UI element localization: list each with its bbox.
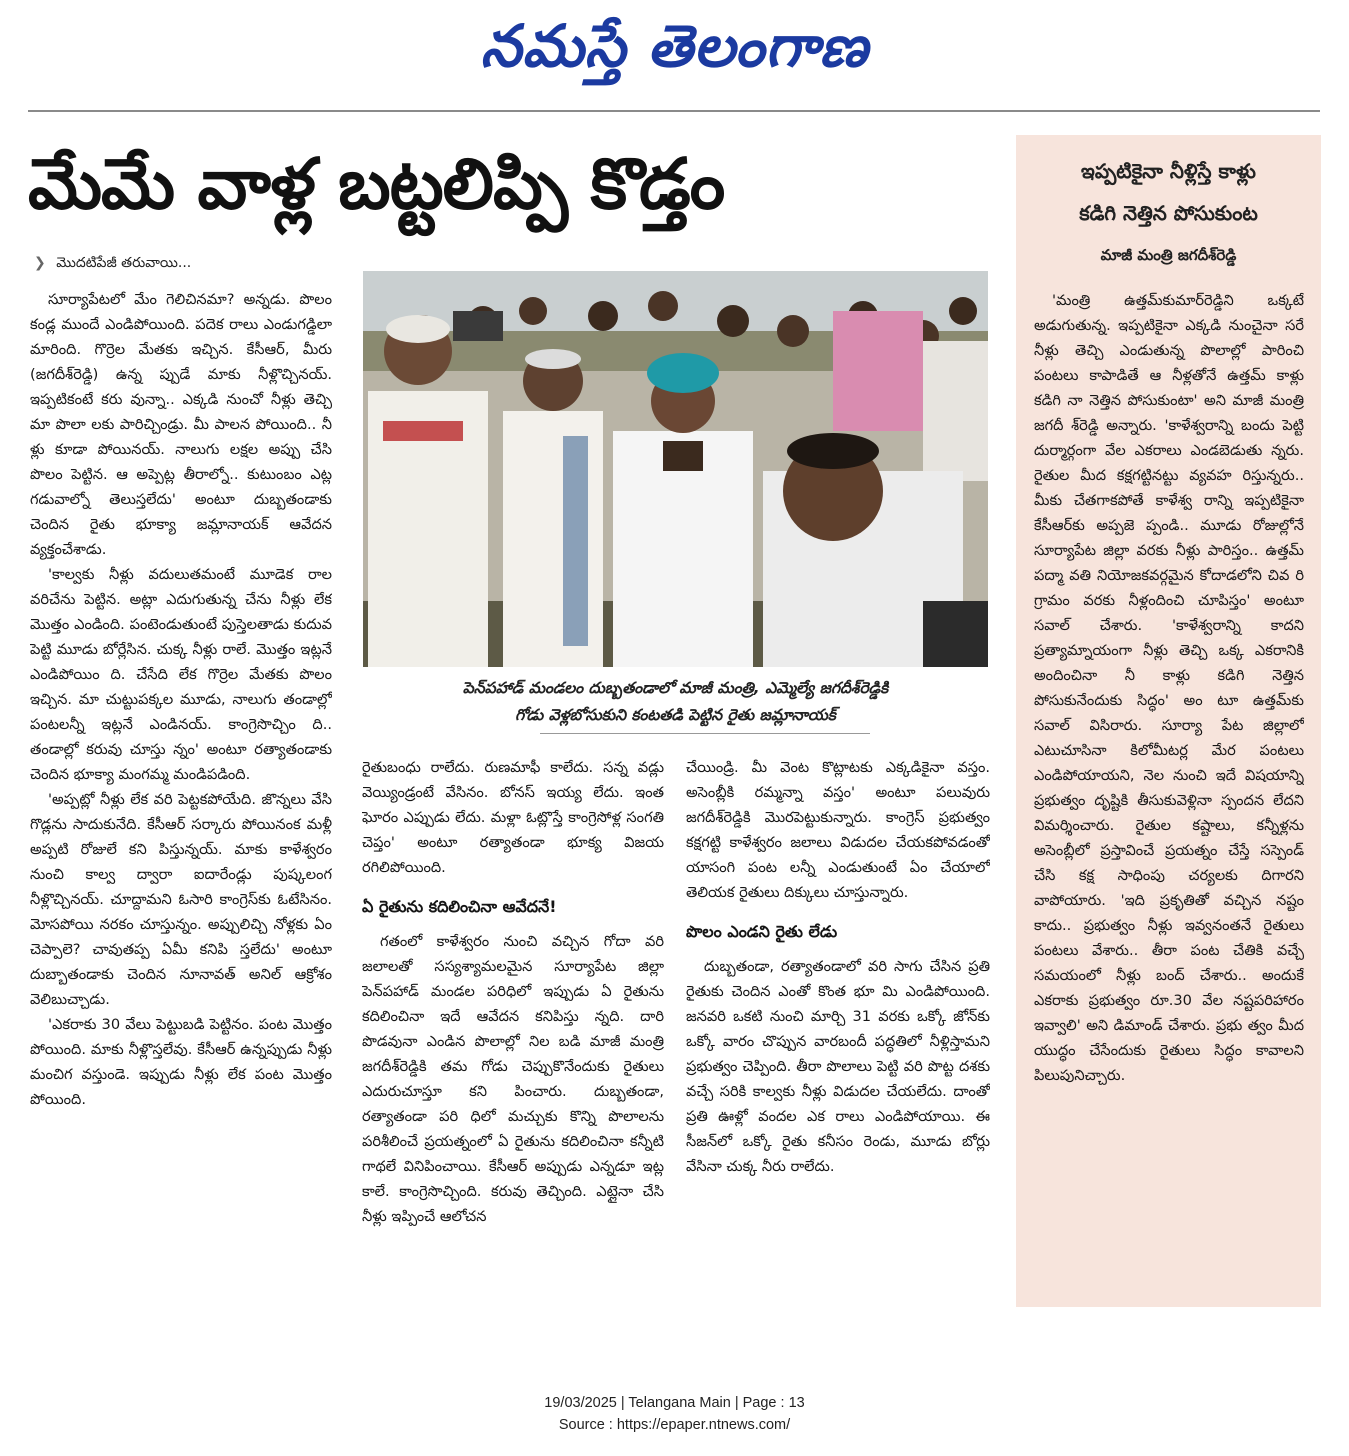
article-column-1 [30, 287, 332, 1317]
masthead-divider [28, 110, 1320, 112]
paragraph: 'ఎకరాకు 30 వేలు పెట్టుబడి పెట్టినం. పంట మొత్తం పోయింది. మాకు నీళ్లొస్తలేవు. కేసీఆర్ ఉన్నప్పుడు నీళ్లు మంచిగ వస్తుండె. ఇప్పుడు నీళ్లు లేక పంట మొత్తం పోయింది. [30, 1016, 332, 1108]
news-photo [363, 271, 988, 667]
paragraph: గతంలో కాళేశ్వరం నుంచి వచ్చిన గోదా వరి జలాలతో సస్యశ్యామలమైన సూర్యాపేట జిల్లా పెన్‌పహాడ్ మండల పరిధిలో ఇప్పుడు ఏ రైతును కదిలించినా ఇదే ఆవేదన కనిపిస్తు న్నది. దారి పొడవునా ఎండిన పొలాల్లో నిల బడి మాజీ మంత్రి జగదీశ్‌రెడ్డికి తమ గోడు చెప్పుకొనేందుకు రైతులు ఎదురుచూస్తూ కని పించారు. దుబ్బతండా, రత్యాతండా పరి ధిలో మచ్చుకు కొన్ని పొలాలను పరిశీలించే ప్రయత్నంలో ఏ రైతును కదిలించినా కన్నీటి గాథలే వినిపించాయి. కేసీఆర్ అప్పుడు ఎన్నడూ ఇట్ల కాలే. కాంగ్రెసొచ్చింది. కరువు తెచ్చింది. ఎట్లైనా చేసి నీళ్లు ఇప్పించే ఆలోచన [362, 933, 664, 1225]
page-footer [0, 1392, 1349, 1436]
footer-source: Source : https://epaper.ntnews.com/ [558, 1417, 791, 1433]
chevron-right-icon: ❯ [34, 255, 46, 271]
footer-date-page: 19/03/2025 | Telangana Main | Page : 13 [544, 1395, 805, 1411]
sidebar-body [1034, 288, 1304, 1298]
caption-line: గోడు వెళ్లబోసుకుని కంటతడి పెట్టిన రైతు జమ్లానాయక్ [515, 706, 836, 724]
paragraph: సూర్యాపేటలో మేం గెలిచినమా? అన్నడు. పొలం కండ్ల ముందే ఎండిపోయింది. పదెక రాలు ఎండుగడ్డిలా మారింది. గొర్రెల మేతకు ఇచ్చిన. కేసీఆర్, మీరు (జగదీశ్‌రెడ్డి) ఉన్న ప్పుడే మాకు నీళ్లొచ్చినయ్. ఇప్పటికంటే కరు వున్నా.. ఎక్కడి నుంచో నీళ్లు తెచ్చి మా పొలా లకు పారిచ్చిండ్రు. మీ పాలన పోయింది.. నీ ళ్లు కూడా పోయినయ్. నాలుగు లక్షల అప్పు చేసి పొలం పెట్టిన. ఆ అప్పెట్ల తీరాల్నో.. కుటుంబం ఎట్ల గడువాల్నో తెలుస్తలేదు' అంటూ దుబ్బతండాకు చెందిన రైతు భూక్యా జమ్లానాయక్ ఆవేదన వ్యక్తంచేశాడు. [30, 291, 332, 558]
sidebar-headline [1016, 150, 1321, 234]
article-column-3 [686, 755, 990, 1310]
masthead: నమస్తే తెలంగాణ [480, 12, 869, 80]
farmers-meeting-photo [363, 271, 988, 667]
paragraph: 'మంత్రి ఉత్తమ్‌కుమార్‌రెడ్డిని ఒక్కటే అడుగుతున్న. ఇప్పటికైనా ఎక్కడి నుంచైనా సరే నీళ్లు తెచ్చి ఎండుతున్న పొలాల్లో పారించి పంటలు కాపాడితే ఆ నీళ్లతోనే ఉత్తమ్ కాళ్లు కడిగి నా నెత్తిన పోసుకుంటా' అని మాజీ మంత్రి జగదీ శ్‌రెడ్డి అన్నారు. 'కాళేశ్వరాన్ని బందు పెట్టి దుర్మార్గంగా వేల ఎకరాలు ఎండబెడుతు న్నరు. రైతుల మీద కక్షగట్టినట్టు వ్యవహ రిస్తున్నరు.. మీకు చేతగాకపోతే కాళేశ్వ రాన్ని ఇప్పటికైనా కేసీఆర్‌కు అప్పజె ప్పండి.. మూడు రోజుల్లోనే సూర్యాపేట జిల్లా వరకు నీళ్లు పారిస్తం.. ఉత్తమ్ పద్మా వతి నియోజకవర్గమైన కోదాడలోని చివ రి గ్రామం వరకు నీళ్లందించి చూపిస్తం' అంటూ సవాల్ చేశారు. 'కాళేశ్వరాన్ని కాదని ప్రత్యామ్నాయంగా నీళ్లు తెచ్చి ఒక్క ఎకరానికి అందించినా నీ కాళ్లు కడిగి నెత్తిన పోసుకునేందుకు సిద్ధం' అం టూ ఉత్తమ్‌కు సవాల్ విసిరారు. సూర్యా పేట జిల్లాలో ఎటుచూసినా కిలోమీటర్ల మేర పంటలు ఎండిపోయాయని, నెల నుంచి ఇదే విషయాన్ని ప్రభుత్వం దృష్టికి తీసుకువెళ్లినా స్పందన లేదని విమర్శించారు. రైతుల కష్టాలు, కన్నీళ్లను అసెంబ్లీలో ప్రస్తావించే ప్రయత్నం చేస్తే సస్పెండ్ చేసి కక్ష సాధింపు చర్యలకు దిగారని వాపోయారు. 'ఇది ప్రకృతితో వచ్చిన నష్టం కాదు.. ప్రభుత్వం నీళ్లు ఇవ్వనంతనే రైతులు పంటలు వేశారు.. తీరా పంట చేతికి వచ్చే సమయంలో నీళ్లు బంద్ చేశారు.. అందుకే ఎకరాకు ప్రభుత్వం రూ.30 వేల నష్టపరిహారం ఇవ్వాలి' అని డిమాండ్ చేశారు. ప్రభు త్వం మీద యుద్ధం చేసేందుకు రైతులు సిద్ధం కావాలని పిలుపునిచ్చారు. [1034, 292, 1304, 1084]
paragraph: దుబ్బతండా, రత్యాతండాలో వరి సాగు చేసిన ప్రతి రైతుకు చెందిన ఎంతో కొంత భూ మి ఎండిపోయింది. జనవరి ఒకటి నుంచి మార్చి 31 వరకు ఒక్కో జోన్‌కు ఒక్కో వారం చొప్పున వారబందీ పద్ధతిలో నీళ్లిస్తామని ప్రభుత్వం చెప్పింది. తీరా పొలాలు పెట్టి వరి పొట్ట దశకు వచ్చే సరికి కాల్వకు నీళ్లు విడుదల చేయలేదు. దాంతో ప్రతి ఊళ్లో వందల ఎక రాలు ఎండిపోయాయి. ఈ సీజన్‌లో ఒక్కో రైతు కనీసం రెండు, మూడు బోర్లు వేసినా చుక్క నీరు రాలేదు. [686, 958, 990, 1175]
continuation-note [34, 255, 191, 274]
sidebar-headline-line: కడిగి నెత్తిన పోసుకుంట [1079, 201, 1258, 225]
paragraph: చేయిండ్రి. మీ వెంట కొట్లాటకు ఎక్కడికైనా వస్తం. అసెంబ్లీకి రమ్మన్నా వస్తం' అంటూ పలువురు జగదీశ్‌రెడ్డికి మొరపెట్టుకున్నారు. కాంగ్రెస్ ప్రభుత్వం కక్షగట్టి కాళేశ్వరం జలాలు విడుదల చేయకపోవడంతో యాసంగి పంట లన్నీ ఎండుతుంటే ఏం చేయాలో తెలియక రైతులు దిక్కులు చూస్తున్నారు. [686, 759, 990, 901]
photo-caption [363, 675, 988, 729]
paragraph: 'అప్పట్లో నీళ్లు లేక వరి పెట్టకపోయేది. జొన్నలు వేసి గొడ్లను సాదుకునేది. కేసీఆర్ సర్కారు పోయినంక మళ్లీ అప్పటి రోజులే కని పిస్తున్నయ్. మాకు కాళేశ్వరం నుంచి కాల్వ ద్వారా ఐదారేండ్లు పుష్కలంగ నీళ్లొచ్చినయ్. చూద్దామని ఓసారి కాంగ్రెస్‌కు ఓటేసినం. మోసపోయి నరకం చూస్తున్నం. అప్పులిచ్చి నోళ్లకు ఏం చెప్పాలె? చావుతప్ప ఏమీ కనిపి స్తలేదు' అంటూ దుబ్బాతండాకు చెందిన నూనావత్ అనిల్ ఆక్రోశం వెలిబుచ్చాడు. [30, 791, 332, 1008]
subheading: పొలం ఎండని రైతు లేడు [686, 922, 838, 941]
paragraph: 'కాల్వకు నీళ్లు వదులుతమంటే మూడెక రాల వరిచేను పెట్టిన. అట్లా ఎదుగుతున్న చేను నీళ్లు లేక మొత్తం ఎండింది. పంటెండుతుంటే పుస్తెలతాడు కుదువ పెట్టి మూడు బోర్లేసిన. చుక్క నీళ్లు రాలే. మొత్తం ఇట్లనే ఎండిపోయిం ది. చేసేది లేక గొర్రెల మేతకు పొలం ఇచ్చిన. మా చుట్టుపక్కల మూడు, నాలుగు తండాల్లో పంటలన్నీ ఇట్లనే ఎండినయ్. కాంగ్రెసొచ్చిం ది.. తండాల్లో కరువు చూస్తు న్నం' అంటూ రత్యాతండాకు చెందిన భూక్యా మంగమ్మ మండిపడింది. [30, 566, 332, 783]
continuation-text: మొదటిపేజీ తరువాయి... [56, 255, 192, 271]
subheading: ఏ రైతును కదిలించినా ఆవేదనే! [362, 897, 557, 916]
caption-line: పెన్‌పహాడ్ మండలం దుబ్బతండాలో మాజీ మంత్రి, ఎమ్మెల్యే జగదీశ్‌రెడ్డికి [462, 679, 889, 697]
headline: మేమే వాళ్ల బట్టలిప్పి కొడ్తం [28, 143, 725, 225]
sidebar-byline: మాజీ మంత్రి జగదీశ్‌రెడ్డి [1100, 246, 1237, 264]
article-column-2 [362, 755, 664, 1310]
caption-underline [540, 733, 870, 734]
paragraph: రైతుబంధు రాలేదు. రుణమాఫీ కాలేదు. సన్న వడ్లు వెయ్యిండ్రంటే వేసినం. బోనస్ ఇయ్య లేదు. ఇంత ఘోరం ఎప్పుడు లేదు. మళ్లా ఓట్లొస్తే కాంగ్రెసోళ్ల సంగతి చెప్తం' అంటూ రత్యాతండా భూక్య విజయ రగిలిపోయింది. [362, 759, 664, 876]
sidebar-headline-line: ఇప్పటికైనా నీళ్లిస్తే కాళ్లు [1081, 159, 1256, 183]
